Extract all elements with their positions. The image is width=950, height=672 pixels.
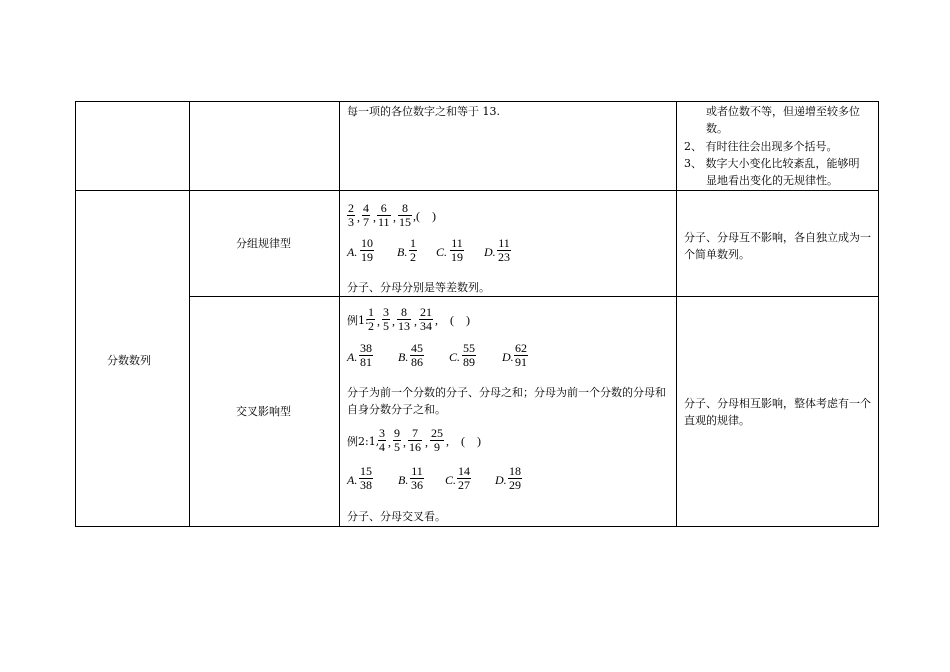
column-divider-3 xyxy=(676,101,677,527)
table-right-border xyxy=(878,101,879,527)
comma: , xyxy=(403,435,406,449)
option-label: B. xyxy=(398,350,409,364)
example2-prefix: 例2:1, xyxy=(347,435,380,448)
option-label: A. xyxy=(347,350,358,364)
sequence-tail: , ( ) xyxy=(446,434,481,448)
comma: , xyxy=(425,435,428,449)
example1-explanation: 分子为前一个分数的分子、分母之和；分母为前一个分数的分母和自身分数分子之和。 xyxy=(347,386,666,416)
cross-type-label: 交叉影响型 xyxy=(236,405,291,418)
row1-note-item-2: 2、 有时往往会出现多个括号。 xyxy=(684,140,838,153)
row1-note-continuation: 或者位数不等，但递增至较多位 xyxy=(706,105,860,118)
group-seq-term: $\frac{2}{3}$ xyxy=(348,201,354,229)
comma: , xyxy=(388,435,391,449)
row1-example-text: 每一项的各位数字之和等于 13. xyxy=(347,105,500,118)
example1-prefix: 例1: xyxy=(347,314,369,327)
cross-seq-term: $\frac{1}{2}$ xyxy=(368,305,374,333)
comma: , xyxy=(392,314,395,328)
cross-seq-term: $\frac{25}{9}$ xyxy=(431,426,443,454)
option-label: C. xyxy=(445,473,457,487)
option-fraction: $\frac{18}{29}$ xyxy=(509,464,521,492)
group-seq-term: $\frac{4}{7}$ xyxy=(363,201,369,229)
group-seq-term: $\frac{8}{15}$ xyxy=(399,201,411,229)
row-divider-1 xyxy=(75,190,879,191)
comma: , xyxy=(357,210,360,224)
sequence-tail: , ( ) xyxy=(435,313,470,327)
comma: , xyxy=(373,210,376,224)
table-bottom-border xyxy=(75,526,879,527)
row1-note-item-3: 3、 数字大小变化比较紊乱，能够明 xyxy=(684,157,860,170)
option-fraction: $\frac{45}{86}$ xyxy=(411,341,423,369)
cross-seq-term: $\frac{3}{4}$ xyxy=(379,426,385,454)
option-label: C. xyxy=(436,245,448,259)
sequence-tail: ,( ) xyxy=(413,209,436,223)
option-label: A. xyxy=(347,473,358,487)
group-explanation: 分子、分母分别是等差数列。 xyxy=(347,281,490,294)
cross-seq-term: $\frac{9}{5}$ xyxy=(394,426,400,454)
cross-seq-term: $\frac{8}{13}$ xyxy=(398,305,410,333)
option-fraction: $\frac{1}{2}$ xyxy=(410,236,416,264)
group-type-label: 分组规律型 xyxy=(236,237,291,250)
option-fraction: $\frac{55}{89}$ xyxy=(463,341,475,369)
category-label: 分数数列 xyxy=(107,354,151,367)
column-divider-2 xyxy=(339,101,340,527)
option-fraction: $\frac{11}{23}$ xyxy=(498,236,510,264)
cross-seq-term: $\frac{3}{5}$ xyxy=(383,305,389,333)
option-fraction: $\frac{10}{19}$ xyxy=(361,236,373,264)
option-fraction: $\frac{15}{38}$ xyxy=(360,464,372,492)
option-fraction: $\frac{14}{27}$ xyxy=(458,464,470,492)
option-fraction: $\frac{38}{81}$ xyxy=(360,341,372,369)
group-seq-term: $\frac{6}{11}$ xyxy=(378,201,390,229)
option-label: D. xyxy=(484,245,496,259)
table-top-border xyxy=(75,101,879,102)
option-label: B. xyxy=(398,473,409,487)
option-fraction: $\frac{11}{19}$ xyxy=(451,236,463,264)
cross-seq-term: $\frac{21}{34}$ xyxy=(420,305,432,333)
option-label: D. xyxy=(495,473,507,487)
row1-note-continuation-2: 数。 xyxy=(706,122,728,135)
comma: , xyxy=(393,210,396,224)
row1-note-item-3-cont: 显地看出变化的无规律性。 xyxy=(706,174,838,187)
comma: , xyxy=(377,314,380,328)
comma: , xyxy=(414,314,417,328)
table-left-border xyxy=(75,101,76,527)
option-label: C. xyxy=(449,350,461,364)
option-label: A. xyxy=(347,245,358,259)
row-divider-2 xyxy=(189,296,879,297)
option-fraction: $\frac{11}{36}$ xyxy=(411,464,423,492)
column-divider-1 xyxy=(189,101,190,527)
example2-explanation: 分子、分母交叉看。 xyxy=(347,510,446,523)
option-fraction: $\frac{62}{91}$ xyxy=(515,341,527,369)
option-label: B. xyxy=(397,245,408,259)
group-feature: 分子、分母互不影响，各自独立成为一个简单数列。 xyxy=(684,231,871,261)
cross-feature: 分子、分母相互影响，整体考虑有一个直观的规律。 xyxy=(684,397,871,427)
option-label: D. xyxy=(502,350,514,364)
cross-seq-term: $\frac{7}{16}$ xyxy=(409,426,421,454)
